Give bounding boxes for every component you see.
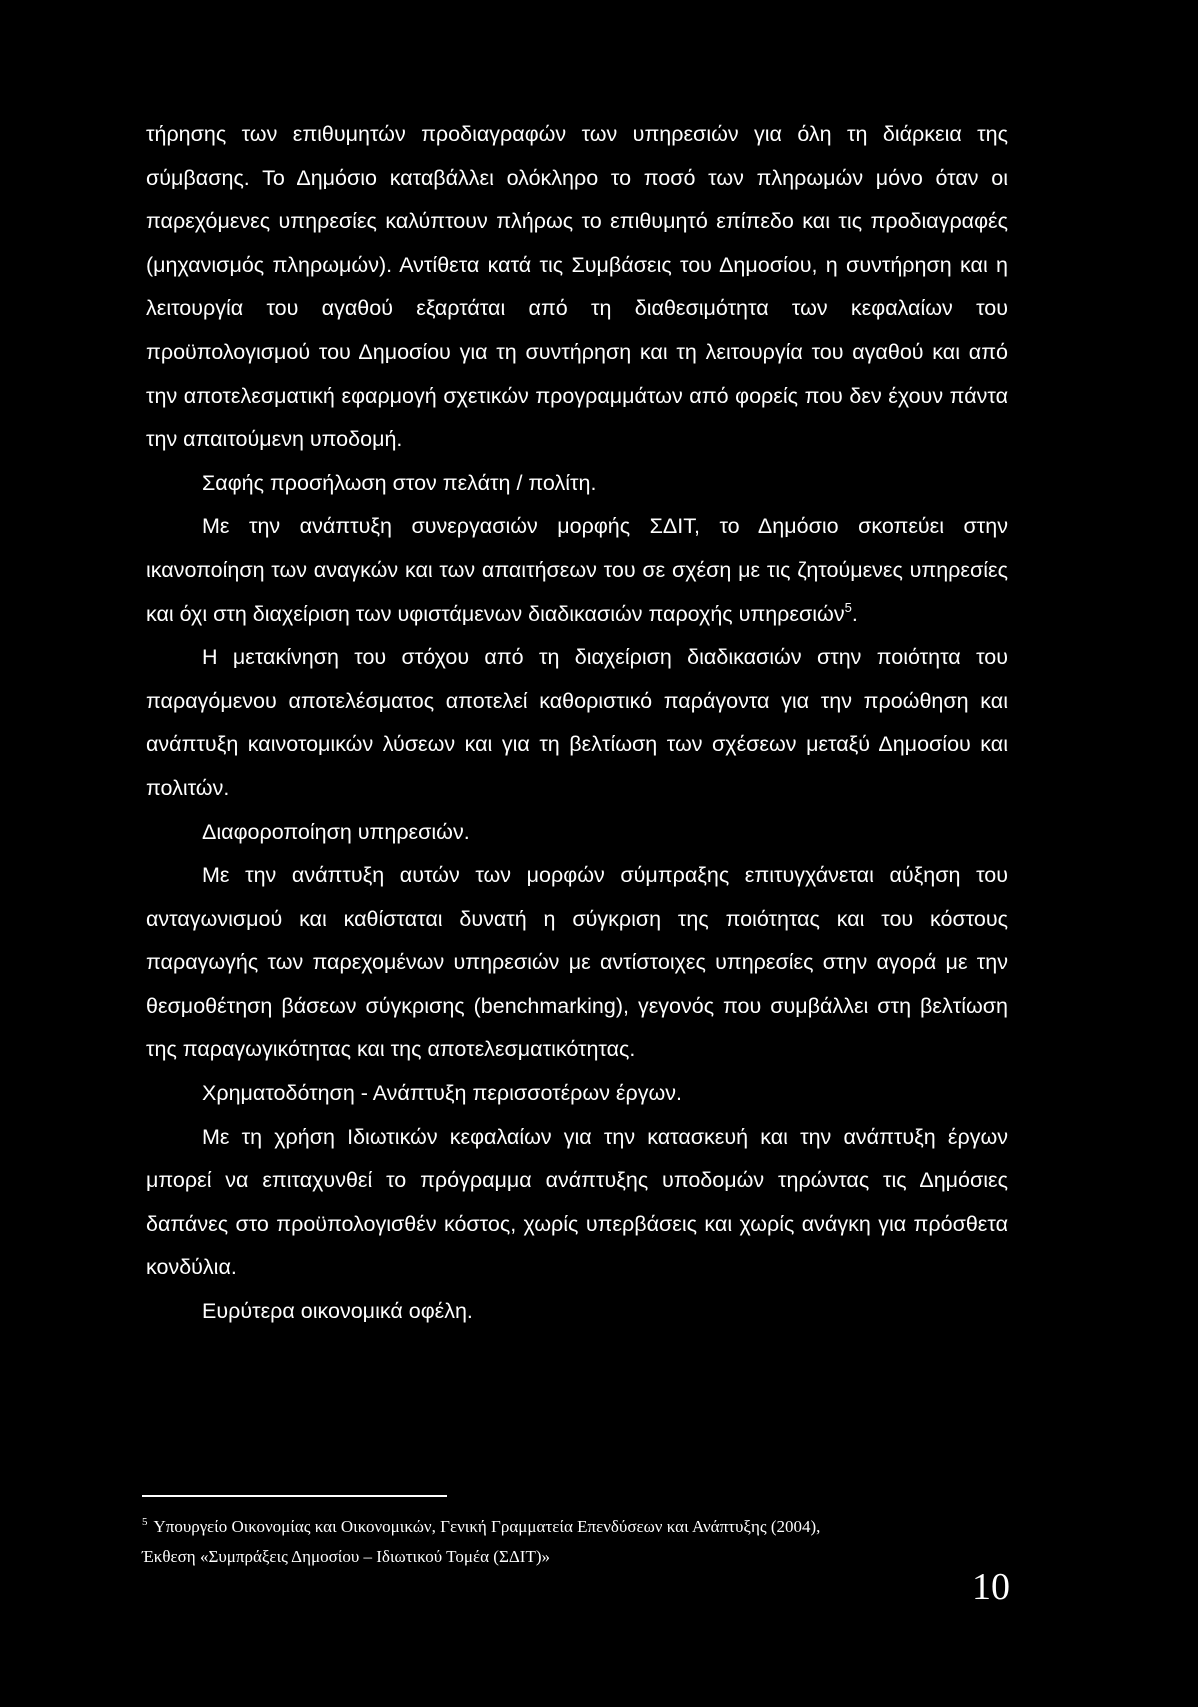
heading-economic-benefits: Ευρύτερα οικονομικά οφέλη. xyxy=(202,1299,473,1324)
footnote xyxy=(142,1512,1012,1572)
paragraph-private-capital: Με τη χρήση Ιδιωτικών κεφαλαίων για την κατασκευή και την ανάπτυξη έργων μπορεί να επιταχυνθεί το πρόγραμμα ανάπτυξης υποδομών τηρώντας τις Δημόσιες δαπάνες στο προϋπολογισθέν κόστος, χωρίς υπερβάσεις και χωρίς ανάγκη για πρόσθετα κονδύλια. xyxy=(146,1124,1008,1280)
paragraph-quality-shift: Η μετακίνηση του στόχου από τη διαχείριση διαδικασιών στην ποιότητα του παραγόμενου αποτελέσματος αποτελεί καθοριστικό παράγοντα για την προώθηση και ανάπτυξη καινοτομικών λύσεων και για τη βελτίωση των σχέσεων μεταξύ Δημοσίου και πολιτών. xyxy=(146,645,1008,800)
footnote-separator xyxy=(142,1495,447,1497)
heading-customer-focus: Σαφής προσήλωση στον πελάτη / πολίτη. xyxy=(202,470,597,495)
footnote-text-1: Υπουργείο Οικονομίας και Οικονομικών, Γενική Γραμματεία Επενδύσεων και Ανάπτυξης (2004), xyxy=(153,1517,821,1536)
body-text xyxy=(146,113,1008,1334)
paragraph-competition: Με την ανάπτυξη αυτών των μορφών σύμπραξης επιτυγχάνεται αύξηση του ανταγωνισμού και καθίσταται δυνατή η σύγκριση της ποιότητας και του κόστους παραγωγής των παρεχομένων υπηρεσιών με αντίστοιχες υπηρεσίες στην αγορά με την θεσμοθέτηση βάσεων σύγκρισης (benchmarking), γεγονός που συμβάλλει στη βελτίωση της παραγωγικότητας και της αποτελεσματικότητας. xyxy=(146,863,1008,1062)
heading-financing: Χρηματοδότηση - Ανάπτυξη περισσοτέρων έργων. xyxy=(202,1081,682,1106)
footnote-number: 5 xyxy=(142,1516,148,1528)
footnote-line-2: Έκθεση «Συμπράξεις Δημοσίου – Ιδιωτικού Τομέα (ΣΔΙΤ)» xyxy=(142,1547,550,1566)
paragraph-sdit-text: Με την ανάπτυξη συνεργασιών μορφής ΣΔΙΤ, το Δημόσιο σκοπεύει στην ικανοποίηση των αναγκών και των απαιτήσεων του σε σχέση με τις ζητούμενες υπηρεσίες και όχι στη διαχείριση των υφιστάμενων διαδικασιών παροχής υπηρεσιών xyxy=(146,514,1008,626)
paragraph-sdit-end: . xyxy=(851,601,858,626)
page-number: 10 xyxy=(972,1566,1010,1608)
heading-service-differentiation: Διαφοροποίηση υπηρεσιών. xyxy=(202,819,470,844)
paragraph-continuation: τήρησης των επιθυμητών προδιαγραφών των υπηρεσιών για όλη τη διάρκεια της σύμβασης. Το Δημόσιο καταβάλλει ολόκληρο το ποσό των πληρωμών μόνο όταν οι παρεχόμενες υπηρεσίες καλύπτουν πλήρως το επιθυμητό επίπεδο και τις προδιαγραφές (μηχανισμός πληρωμών). Αντίθετα κατά τις Συμβάσεις του Δημοσίου, η συντήρηση και η λειτουργία του αγαθού εξαρτάται από τη διαθεσιμότητα των κεφαλαίων του προϋπολογισμού του Δημοσίου για τη συντήρηση και τη λειτουργία του αγαθού και από την αποτελεσματική εφαρμογή σχετικών προγραμμάτων από φορείς που δεν έχουν πάντα την απαιτούμενη υποδομή. xyxy=(146,122,1008,452)
footnote-line-1 xyxy=(142,1512,1012,1542)
footnote-reference[interactable]: 5 xyxy=(844,599,852,615)
paragraph-sdit-cooperation xyxy=(146,505,1008,636)
